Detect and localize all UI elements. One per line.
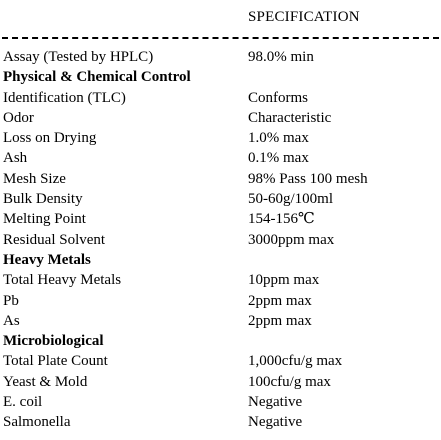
table-row bbox=[0, 189, 441, 209]
table-row bbox=[0, 372, 441, 392]
parameter-label: Odor bbox=[3, 109, 34, 126]
table-row bbox=[0, 392, 441, 412]
specification-value: 1.0% max bbox=[248, 130, 309, 147]
table-row bbox=[0, 351, 441, 371]
specification-value: 2ppm max bbox=[248, 292, 312, 309]
table-row bbox=[0, 270, 441, 290]
dashed-divider bbox=[2, 37, 439, 39]
parameter-label: Residual Solvent bbox=[3, 231, 106, 248]
specification-value: 100cfu/g max bbox=[248, 373, 331, 390]
parameter-label: Mesh Size bbox=[3, 170, 66, 187]
table-row bbox=[0, 209, 441, 229]
parameter-label: As bbox=[3, 312, 20, 329]
specification-value: 98% Pass 100 mesh bbox=[248, 170, 368, 187]
specification-value: Characteristic bbox=[248, 109, 332, 126]
table-row bbox=[0, 311, 441, 331]
specification-value: Negative bbox=[248, 394, 303, 411]
table-row bbox=[0, 148, 441, 168]
specification-value: 3000ppm max bbox=[248, 231, 335, 248]
table-row bbox=[0, 291, 441, 311]
table-row bbox=[0, 88, 441, 108]
parameter-label: Identification (TLC) bbox=[3, 89, 126, 106]
specification-value: 50-60g/100ml bbox=[248, 191, 333, 208]
parameter-label: Pb bbox=[3, 292, 19, 309]
section-heading-row bbox=[0, 250, 441, 270]
section-heading: Physical & Chemical Control bbox=[3, 69, 191, 86]
parameter-label: Assay (Tested by HPLC) bbox=[3, 49, 154, 65]
parameter-label: Ash bbox=[3, 150, 28, 167]
specification-column-header: SPECIFICATION bbox=[248, 9, 360, 25]
table-row bbox=[0, 108, 441, 128]
specification-value: Negative bbox=[248, 414, 303, 431]
parameter-label: Total Plate Count bbox=[3, 353, 108, 370]
section-heading-row bbox=[0, 331, 441, 351]
parameter-label: Bulk Density bbox=[3, 191, 83, 208]
table-row bbox=[0, 412, 441, 432]
section-heading-row bbox=[0, 67, 441, 87]
specification-value: 1,000cfu/g max bbox=[248, 353, 343, 370]
section-heading: Microbiological bbox=[3, 333, 104, 350]
parameter-label: Salmonella bbox=[3, 414, 71, 431]
parameter-label: Loss on Drying bbox=[3, 130, 97, 147]
table-row bbox=[0, 47, 441, 67]
specification-value: 2ppm max bbox=[248, 312, 312, 329]
table-row bbox=[0, 128, 441, 148]
parameter-label: Melting Point bbox=[3, 211, 86, 228]
table-row bbox=[0, 230, 441, 250]
specification-value: 98.0% min bbox=[248, 49, 314, 65]
parameter-label: Yeast & Mold bbox=[3, 373, 88, 390]
table-row bbox=[0, 169, 441, 189]
parameter-label: E. coil bbox=[3, 394, 43, 411]
section-heading: Heavy Metals bbox=[3, 251, 91, 268]
parameter-label: Total Heavy Metals bbox=[3, 272, 122, 289]
specification-value: 0.1% max bbox=[248, 150, 309, 167]
specification-value: Conforms bbox=[248, 89, 308, 106]
specification-value: 10ppm max bbox=[248, 272, 320, 289]
specification-value: 154-156℃ bbox=[248, 211, 315, 228]
specification-table bbox=[0, 47, 441, 433]
